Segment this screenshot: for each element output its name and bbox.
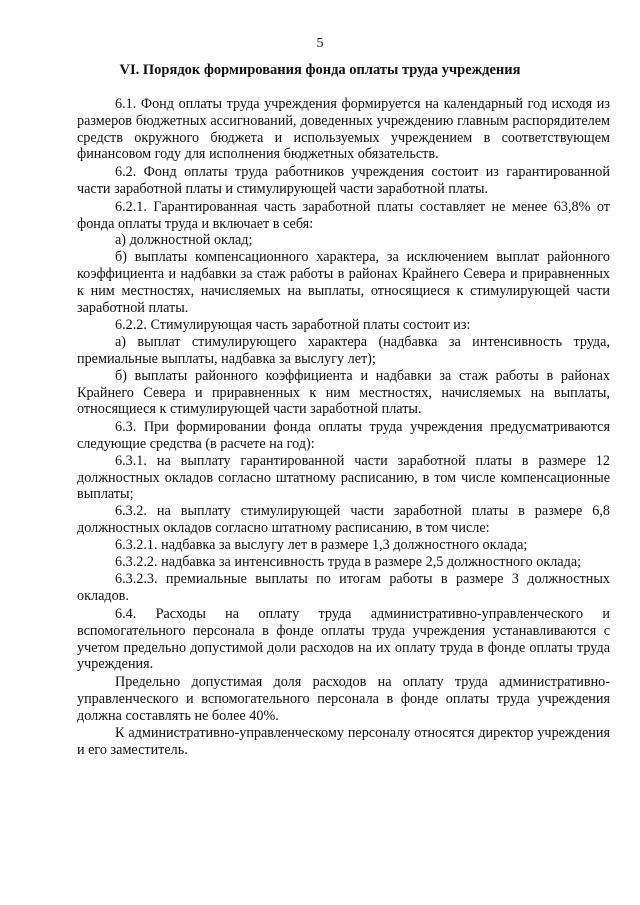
paragraph-6-4: 6.4. Расходы на оплату труда административно-управленческого и вспомогательного персонала в фонде оплаты труда учреждения устанавливаются с учетом предельно допустимой доли расходов на их оплату труда в фонде оплаты труда учреждения.: [77, 605, 610, 673]
list-item-a-salary: а) должностной оклад;: [115, 232, 253, 249]
paragraph-6-3-1: 6.3.1. на выплату гарантированной части заработной платы в размере 12 должностных окладов согласно штатному расписанию, в том числе компенсационные выплаты;: [77, 452, 610, 503]
paragraph-6-2-1: 6.2.1. Гарантированная часть заработной платы составляет не менее 63,8% от фонда оплаты труда и включает в себя:: [77, 198, 610, 232]
paragraph-6-3-2: 6.3.2. на выплату стимулирующей части заработной платы в размере 6,8 должностных окладов согласно штатному расписанию, в том числе:: [77, 503, 610, 536]
paragraph-6-3: 6.3. При формировании фонда оплаты труда учреждения предусматриваются следующие средства (в расчете на год):: [77, 419, 610, 452]
list-item-a-stimulating: а) выплат стимулирующего характера (надбавка за интенсивность труда, премиальные выплаты, надбавка за выслугу лет);: [77, 334, 610, 367]
paragraph-6-3-2-1: 6.3.2.1. надбавка за выслугу лет в размере 1,3 должностного оклада;: [115, 536, 528, 553]
document-body: [77, 96, 610, 759]
section-heading: VI. Порядок формирования фонда оплаты труда учреждения: [119, 62, 521, 78]
list-item-b-compensation: б) выплаты компенсационного характера, за исключением выплат районного коэффициента и надбавки за стаж работы в районах Крайнего Севера и приравненных к ним местностях, начисляемых на выплаты, относящиеся к стимулирующей части заработной платы.: [77, 249, 610, 316]
paragraph-admin-staff: К административно-управленческому персоналу относятся директор учреждения и его заместитель.: [77, 725, 610, 759]
paragraph-6-2: 6.2. Фонд оплаты труда работников учреждения состоит из гарантированной части заработной платы и стимулирующей части заработной платы.: [77, 164, 610, 197]
list-item-b-regional: б) выплаты районного коэффициента и надбавки за стаж работы в районах Крайнего Севера и приравненных к ним местностях, начисляемых на выплаты, относящиеся к стимулирующей части заработной платы.: [77, 367, 610, 418]
page-number: 5: [316, 36, 324, 51]
paragraph-6-1: 6.1. Фонд оплаты труда учреждения формируется на календарный год исходя из размеров бюджетных ассигнований, доведенных учреждению главным распорядителем средств окружного бюджета и используемых учреждением в соответствующем финансовом году для исполнения бюджетных обязательств.: [77, 96, 610, 163]
paragraph-6-3-2-2: 6.3.2.2. надбавка за интенсивность труда в размере 2,5 должностного оклада;: [115, 553, 582, 570]
paragraph-6-2-2: 6.2.2. Стимулирующая часть заработной платы состоит из:: [115, 317, 471, 334]
paragraph-max-share: Предельно допустимая доля расходов на оплату труда административно-управленческого и вспомогательного персонала в фонде оплаты труда учреждения должна составлять не более 40%.: [77, 674, 610, 724]
paragraph-6-3-2-3: 6.3.2.3. премиальные выплаты по итогам работы в размере 3 должностных окладов.: [77, 571, 610, 605]
